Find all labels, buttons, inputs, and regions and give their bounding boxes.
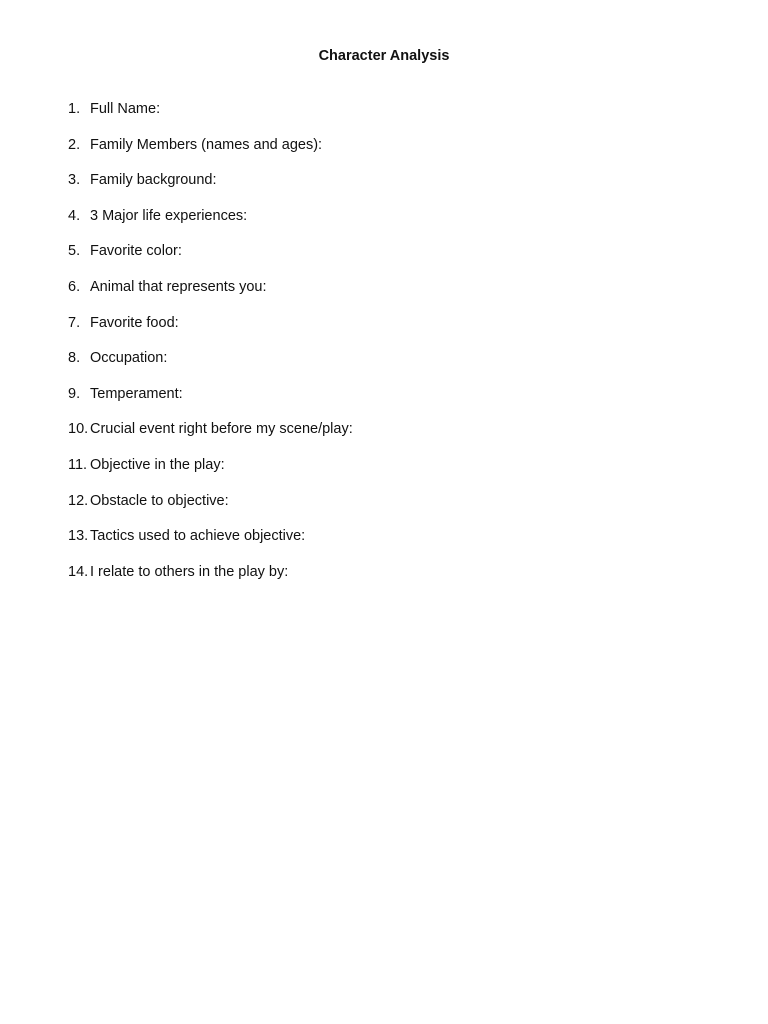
question-text: Full Name: xyxy=(90,101,161,117)
question-item xyxy=(68,136,353,172)
question-item xyxy=(68,420,353,456)
question-number: 10. xyxy=(68,421,89,438)
question-item xyxy=(68,527,353,563)
question-item xyxy=(68,242,353,278)
question-text: Tactics used to achieve objective: xyxy=(90,528,306,545)
document-title: Character Analysis xyxy=(318,48,450,64)
question-number: 14. xyxy=(68,563,89,580)
question-number: 13. xyxy=(68,528,89,545)
question-item xyxy=(68,171,353,207)
question-text: Favorite food: xyxy=(90,314,179,331)
question-text: Temperament: xyxy=(90,385,183,402)
question-number: 7. xyxy=(68,314,81,331)
question-number: 9. xyxy=(68,385,81,402)
question-item xyxy=(68,456,353,492)
question-number: 5. xyxy=(68,243,81,260)
question-text: Animal that represents you: xyxy=(90,278,267,295)
question-item xyxy=(68,385,353,421)
question-text: 3 Major life experiences: xyxy=(90,207,248,224)
question-item xyxy=(68,314,353,350)
question-number: 3. xyxy=(68,172,81,189)
question-text: Obstacle to objective: xyxy=(90,492,229,509)
question-text: Family background: xyxy=(90,172,217,189)
question-number: 6. xyxy=(68,278,81,295)
question-text: Family Members (names and ages): xyxy=(90,136,323,153)
question-text: Favorite color: xyxy=(90,243,182,260)
question-text: I relate to others in the play by: xyxy=(90,563,289,580)
question-item xyxy=(68,278,353,314)
question-list xyxy=(68,100,353,598)
question-text: Occupation: xyxy=(90,350,168,367)
question-number: 1. xyxy=(68,101,81,117)
question-item xyxy=(68,100,353,136)
question-number: 11. xyxy=(68,456,88,473)
question-item xyxy=(68,492,353,528)
question-number: 8. xyxy=(68,350,81,367)
question-text: Objective in the play: xyxy=(90,456,225,473)
question-number: 4. xyxy=(68,207,81,224)
question-item xyxy=(68,563,353,599)
question-number: 12. xyxy=(68,492,89,509)
question-item xyxy=(68,207,353,243)
question-text: Crucial event right before my scene/play: xyxy=(90,421,353,438)
question-number: 2. xyxy=(68,136,81,153)
question-item xyxy=(68,349,353,385)
